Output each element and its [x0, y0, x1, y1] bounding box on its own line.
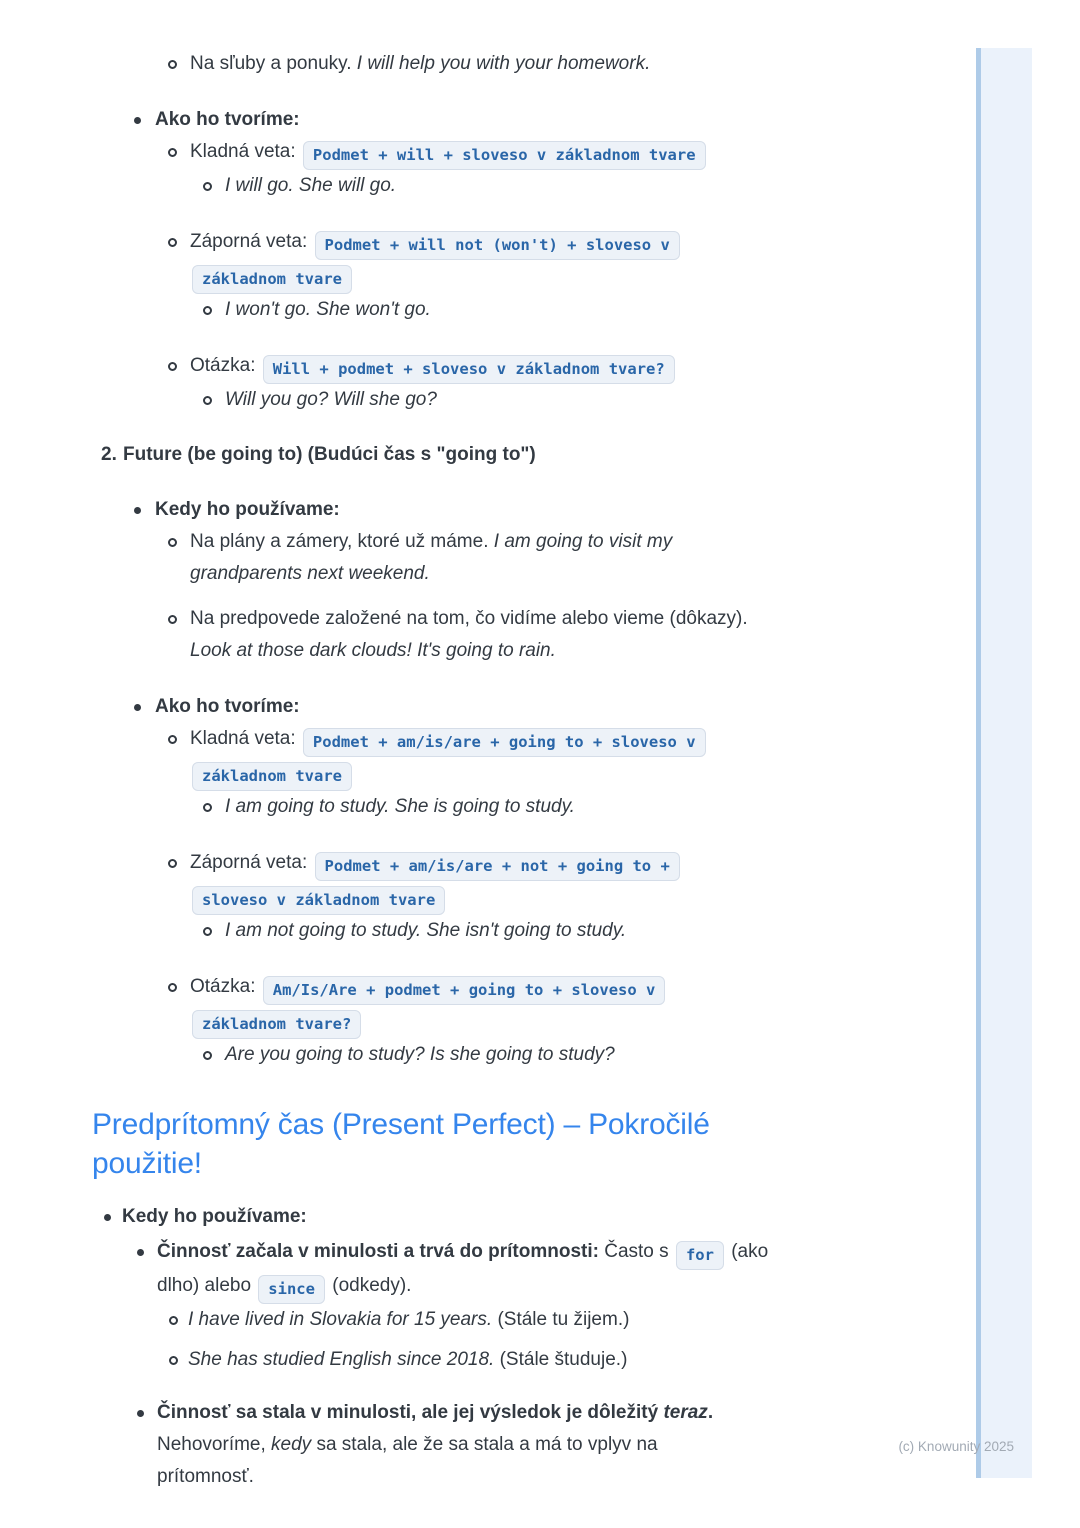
- example-list: [190, 384, 1016, 416]
- text-segment: (ako: [725, 1241, 769, 1262]
- text-segment: Kedy ho používame:: [122, 1206, 307, 1227]
- example-sentence: [225, 1039, 1016, 1071]
- list-item: [190, 603, 1016, 667]
- example-sentence: [188, 1344, 1016, 1376]
- list-item: [225, 915, 1016, 947]
- list-item: [188, 1304, 1016, 1336]
- text-segment: grandparents next weekend.: [190, 563, 430, 584]
- pp-usage-list: [122, 1236, 1016, 1493]
- text-segment: Kladná veta:: [190, 728, 301, 749]
- text-segment: Will you go? Will she go?: [225, 389, 437, 410]
- list-item: [190, 971, 1016, 1071]
- text-segment: I will go. She will go.: [225, 175, 397, 196]
- text-segment: Otázka:: [190, 355, 261, 376]
- text-segment: (Stále tu žijem.): [492, 1309, 630, 1330]
- example-sentence: [225, 384, 1016, 416]
- list-item: [225, 384, 1016, 416]
- list-item: [225, 1039, 1016, 1071]
- list-item: [190, 136, 1016, 202]
- text-segment: prítomnosť.: [157, 1466, 254, 1487]
- list-item: [155, 494, 1016, 667]
- usage-list: [155, 526, 1016, 667]
- text-segment: Kedy ho používame:: [155, 499, 340, 520]
- text-segment: She has studied English since 2018.: [188, 1349, 495, 1370]
- text-segment: Ako ho tvoríme:: [155, 109, 300, 130]
- watermark: (c) Knowunity 2025: [898, 1439, 1014, 1454]
- example-list: [190, 1039, 1016, 1071]
- code-chip: Will + podmet + sloveso v základnom tvare?: [263, 355, 675, 384]
- example-list: [190, 915, 1016, 947]
- text-segment: I am not going to study. She isn't going to study.: [225, 920, 627, 941]
- text-segment: I won't go. She won't go.: [225, 299, 431, 320]
- section-present-perfect: [92, 1105, 1016, 1493]
- code-chip: Am/Is/Are + podmet + going to + sloveso v: [263, 976, 666, 1005]
- going-to-formulas: [155, 723, 1016, 1071]
- list-item: [190, 48, 1016, 80]
- list-item: [225, 170, 1016, 202]
- text-segment: kedy: [271, 1434, 312, 1455]
- example-sentence: [225, 791, 1016, 823]
- will-forming-list: [123, 104, 1016, 416]
- text-segment: Otázka:: [190, 976, 261, 997]
- list-item: [190, 723, 1016, 823]
- text-segment: Look at those dark clouds! It's going to rain.: [190, 640, 556, 661]
- example-list: [157, 1304, 1016, 1376]
- will-formulas: [155, 136, 1016, 416]
- example-sentence: [225, 915, 1016, 947]
- list-item: [190, 226, 1016, 326]
- code-chip: základnom tvare?: [192, 1010, 361, 1039]
- text-segment: Are you going to study? Is she going to study?: [225, 1044, 615, 1065]
- text-segment: (Stále študuje.): [494, 1349, 628, 1370]
- code-chip: Podmet + will not (won't) + sloveso v: [315, 231, 680, 260]
- list-item: [155, 691, 1016, 1071]
- formula-affirmative: [190, 136, 1016, 170]
- usage-duration: [157, 1236, 1016, 1304]
- example-list: [190, 791, 1016, 823]
- will-section-body: [123, 48, 1016, 416]
- text-segment: Často s: [598, 1241, 674, 1262]
- formula-affirmative: [190, 723, 1016, 791]
- list-item: [190, 350, 1016, 416]
- code-chip: Podmet + am/is/are + not + going to +: [315, 852, 680, 881]
- list-item: [190, 526, 1016, 590]
- code-chip: for: [676, 1241, 724, 1270]
- text-segment: Ako ho tvoríme:: [155, 696, 300, 717]
- text-segment: Na predpovede založené na tom, čo vidíme alebo vieme (dôkazy).: [190, 608, 748, 629]
- section-going-to: [92, 439, 1016, 1071]
- formula-question: [190, 971, 1016, 1039]
- present-perfect-body: [92, 1201, 1016, 1493]
- usage-result: [157, 1397, 1016, 1493]
- forming-label: [155, 104, 1016, 136]
- text-segment: Činnosť sa stala v minulosti, ale jej výsledok je dôležitý: [157, 1402, 664, 1423]
- text-segment: Záporná veta:: [190, 231, 313, 252]
- list-item: [122, 1201, 1016, 1493]
- list-item: [157, 1397, 1016, 1493]
- text-segment: Predprítomný čas (Present Perfect) – Pokročilé: [92, 1108, 710, 1141]
- code-chip: Podmet + will + sloveso v základnom tvare: [303, 141, 706, 170]
- formula-negative: [190, 847, 1016, 915]
- list-item: [188, 1344, 1016, 1376]
- forming-label: [155, 691, 1016, 723]
- code-chip: základnom tvare: [192, 265, 352, 294]
- text-segment: Kladná veta:: [190, 141, 301, 162]
- text-segment: I will help you with your homework.: [356, 53, 651, 74]
- list-item: [190, 847, 1016, 947]
- text-segment: Činnosť začala v minulosti a trvá do prítomnosti:: [157, 1241, 599, 1262]
- going-to-body: [123, 494, 1016, 1071]
- when-label: [122, 1201, 1016, 1233]
- list-item: [225, 791, 1016, 823]
- text-segment: .: [707, 1402, 714, 1423]
- formula-negative: [190, 226, 1016, 294]
- text-segment: Záporná veta:: [190, 852, 313, 873]
- text-segment: sa stala, ale že sa stala a má to vplyv na: [311, 1434, 658, 1455]
- text-segment: Na plány a zámery, ktoré už máme.: [190, 531, 494, 552]
- text-segment: I have lived in Slovakia for 15 years.: [188, 1309, 493, 1330]
- text-segment: teraz: [663, 1402, 708, 1423]
- example-list: [190, 170, 1016, 202]
- text-segment: dlho) alebo: [157, 1275, 257, 1296]
- example-sentence: [225, 294, 1016, 326]
- text-segment: Na sľuby a ponuky.: [190, 53, 357, 74]
- usage-plans: [190, 526, 1016, 590]
- formula-question: [190, 350, 1016, 384]
- text-segment: I am going to visit my: [493, 531, 673, 552]
- text-segment: (odkedy).: [326, 1275, 412, 1296]
- item-number: 2.: [101, 444, 117, 465]
- example-sentence: [225, 170, 1016, 202]
- page-title: [92, 1105, 1016, 1183]
- list-item: [157, 1236, 1016, 1376]
- list-item: [225, 294, 1016, 326]
- numbered-item: [101, 439, 1016, 1071]
- example-sentence: [188, 1304, 1016, 1336]
- text-segment: Nehovoríme,: [157, 1434, 272, 1455]
- will-usage-list: [190, 48, 1016, 80]
- code-chip: since: [258, 1275, 325, 1304]
- text-segment: Future (be going to) (Budúci čas s "going to"): [123, 444, 536, 465]
- usage-predictions: [190, 603, 1016, 667]
- example-list: [190, 294, 1016, 326]
- text-segment: I am going to study. She is going to study.: [225, 796, 575, 817]
- list-item: [155, 104, 1016, 416]
- code-chip: Podmet + am/is/are + going to + sloveso v: [303, 728, 706, 757]
- when-label: [155, 494, 1016, 526]
- code-chip: základnom tvare: [192, 762, 352, 791]
- will-usage-promises: [190, 48, 1016, 80]
- section-will-future: [92, 48, 1016, 416]
- text-segment: použitie!: [92, 1147, 202, 1180]
- going-to-title: [123, 439, 1016, 471]
- code-chip: sloveso v základnom tvare: [192, 886, 445, 915]
